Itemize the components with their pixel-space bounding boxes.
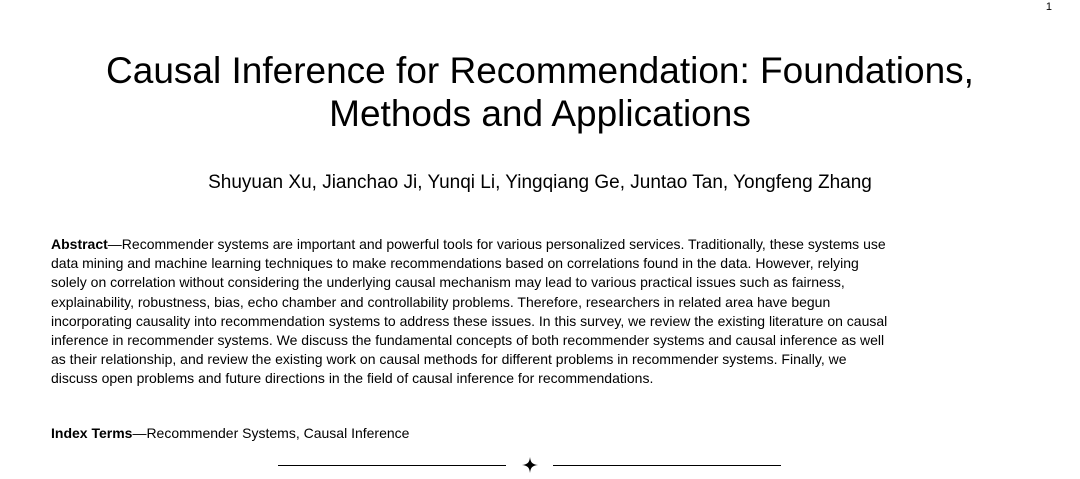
title-line-1: Causal Inference for Recommendation: Foundations, [106,50,974,91]
abstract-label: Abstract [51,236,108,252]
author-list: Shuyuan Xu, Jianchao Ji, Yunqi Li, Yingqiang Ge, Juntao Tan, Yongfeng Zhang [208,172,872,193]
abstract [51,235,1036,389]
abstract-line: incorporating causality into recommendation systems to address these issues. In this survey, we review the existing literature on causal [51,312,888,329]
abstract-line: —Recommender systems are important and powerful tools for various personalized services. Traditionally, these systems use [107,236,886,252]
index-terms [51,424,1036,443]
title-line-2: Methods and Applications [329,93,751,134]
abstract-line: solely on correlation without considering the underlying causal mechanism may lead to various practical issues such as fairness, [51,274,845,291]
four-point-star-icon [520,455,540,475]
index-terms-text: —Recommender Systems, Causal Inference [132,425,410,441]
abstract-line: data mining and machine learning techniques to make recommendations based on correlations found in the data. However, relying [51,255,859,272]
abstract-line: explainability, robustness, bias, echo chamber and controllability problems. Therefore, researchers in related area have begun [51,293,831,310]
divider-rule-left [278,465,506,466]
page-number: 1 [1045,1,1052,13]
index-terms-label: Index Terms [51,425,133,441]
paper-title [0,49,1080,135]
abstract-line: inference in recommender systems. We discuss the fundamental concepts of both recommender systems and causal inference as well [51,332,885,349]
abstract-line: discuss open problems and future directions in the field of causal inference for recommendations. [51,370,654,387]
section-divider [0,455,1080,477]
abstract-line: as their relationship, and review the existing work on causal methods for different problems in recommender systems. Finally, we [51,351,847,368]
divider-rule-right [553,465,781,466]
